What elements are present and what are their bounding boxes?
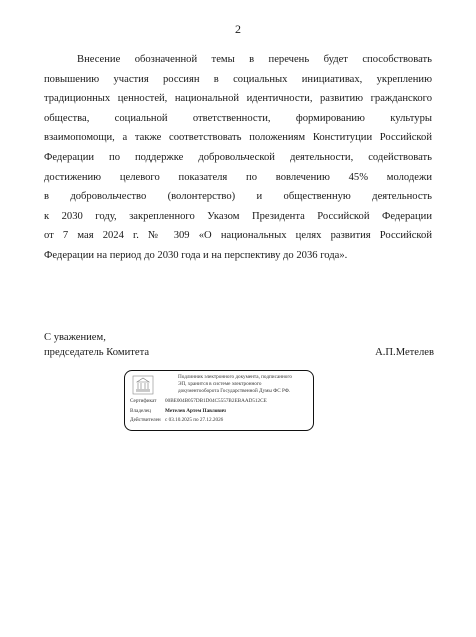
paragraph-line: повышению участия россиян в социальных инициативах, укреплению [44,73,432,85]
body-paragraph [44,50,432,266]
validity-label: Действителен [130,417,161,424]
stamp-header-line: Подлинник электронного документа, подписанного [178,374,292,380]
valid-to-prefix: по [193,417,199,424]
state-duma-emblem-icon [132,375,154,395]
paragraph-line: взаимопомощи, а также соответствовать положениям Конституции Российской [44,132,432,144]
page-number: 2 [235,22,241,36]
paragraph-line: Федерации по поддержке добровольческой деятельности, содействовать [44,151,432,163]
owner-value: Метелев Артем Павлович [165,407,226,414]
valid-from-date: 03.10.2025 [168,417,192,424]
paragraph-line: общества, социальной ответственности, формированию культуры [44,112,432,124]
paragraph-line: Федерации на период до 2030 года и на перспективу до 2036 года». [44,249,348,261]
paragraph-line: Внесение обозначенной темы в перечень будет способствовать [77,54,432,65]
valid-from-prefix: с [165,417,168,424]
paragraph-line: в добровольчество (волонтерство) и общественную деятельность [44,191,432,203]
signer-name: А.П.Метелев [375,346,434,358]
salutation: С уважением, [44,332,106,343]
electronic-signature-stamp [124,370,314,431]
stamp-header-line: документооборота Государственной Думы ФС РФ. [178,387,291,394]
paragraph-line: традиционных ценностей, национальной идентичности, развитию гражданского [44,93,432,105]
validity-row [130,416,312,426]
signer-row [44,346,434,361]
certificate-value: 00BE004B057DB1D04C5557B2EBAAD512CE [165,398,267,404]
signer-position: председатель Комитета [44,346,150,358]
paragraph-line: к 2030 году, закрепленного Указом Президента Российской Федерации [44,210,432,222]
paragraph-line: достижению целевого показателя по вовлечению 45% молодежи [44,171,432,183]
certificate-label: Сертификат [130,398,157,404]
paragraph-line: от 7 мая 2024 г. № 309 «О национальных целях развития Российской [44,230,432,242]
owner-label: Владелец [130,407,151,414]
stamp-header-line: ЭП, хранится в системе электронного [178,380,262,387]
owner-row [130,407,312,417]
certificate-row [130,397,312,407]
valid-to-date: 27.12.2026 [199,417,224,424]
stamp-details [130,397,312,426]
closing-block [44,331,434,360]
stamp-header [178,374,311,394]
